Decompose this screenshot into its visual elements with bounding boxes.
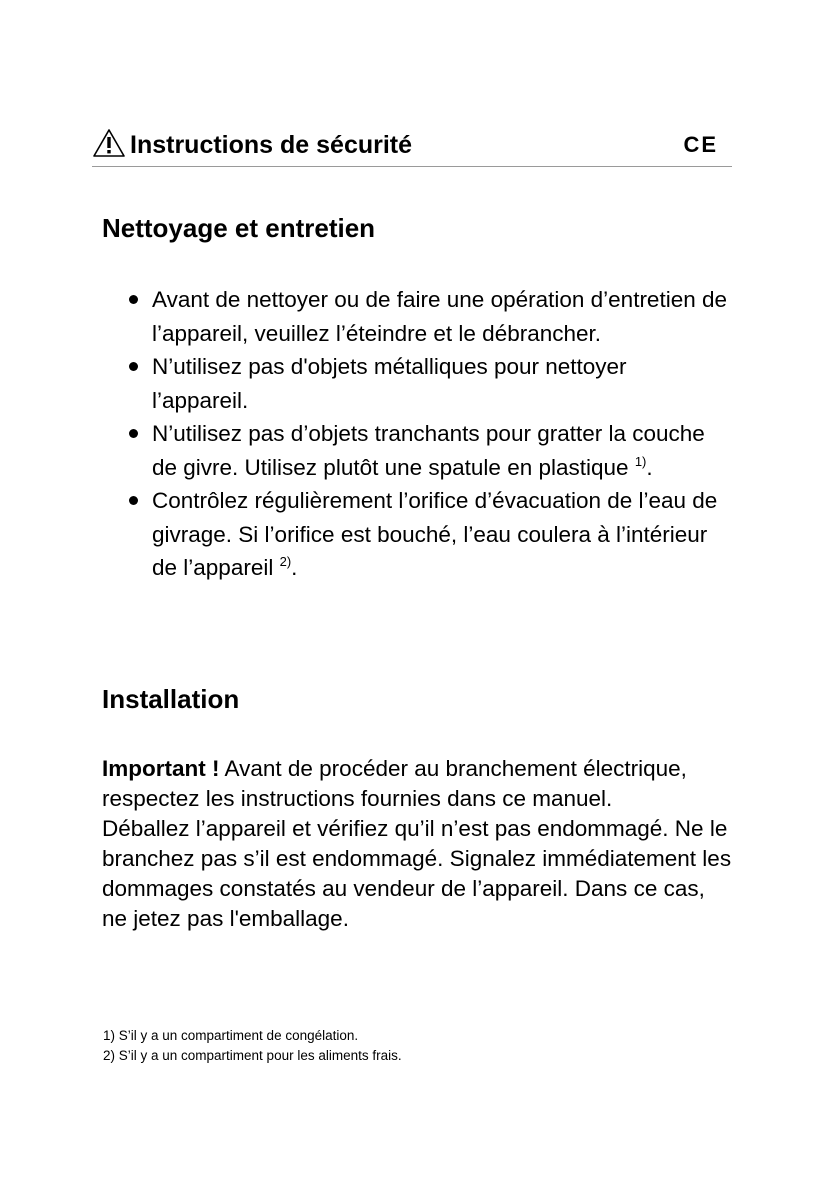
list-item: N’utilisez pas d'objets métalliques pour nettoyer l’appareil. xyxy=(127,350,727,417)
page-header xyxy=(92,128,732,167)
warning-triangle-icon xyxy=(92,128,126,158)
page-title: Instructions de sécurité xyxy=(130,131,413,159)
section-title-installation: Installation xyxy=(102,684,240,714)
list-item: N’utilisez pas d’objets tranchants pour gratter la couche de givre. Utilisez plutôt une spatule en plastique $^{1)}$. xyxy=(127,417,727,484)
list-item: Avant de nettoyer ou de faire une opération d’entretien de l’appareil, veuillez l’éteindre et le débrancher. xyxy=(127,283,727,350)
important-paragraph: Important ! Avant de procéder au branchement électrique, respectez les instructions fournies dans ce manuel. xyxy=(102,756,687,811)
list-item: Contrôlez régulièrement l’orifice d’évacuation de l’eau de givrage. Si l’orifice est bouché, l’eau coulera à l’intérieur de l’appareil $^{2)}$. xyxy=(127,484,727,585)
ce-mark-logo: CE xyxy=(683,132,718,157)
footnote-1: 1) S’il y a un compartiment de congélation. xyxy=(103,1028,359,1043)
cleaning-list xyxy=(127,283,727,585)
footnote-2: 2) S’il y a un compartiment pour les aliments frais. xyxy=(103,1048,402,1063)
installation-body xyxy=(102,754,732,934)
unpack-paragraph: Déballez l’appareil et vérifiez qu’il n’est pas endommagé. Ne le branchez pas s’il est endommagé. Signalez immédiatement les dommages constatés au vendeur de l’appareil. Dans ce cas, ne jetez pas l'emballage. xyxy=(102,816,732,931)
footnote-ref: 1) xyxy=(634,453,647,469)
section-title-cleaning: Nettoyage et entretien xyxy=(102,213,376,243)
important-label: Important ! xyxy=(102,756,220,781)
footnotes xyxy=(103,1026,733,1066)
footnote-ref: 2) xyxy=(279,554,292,569)
